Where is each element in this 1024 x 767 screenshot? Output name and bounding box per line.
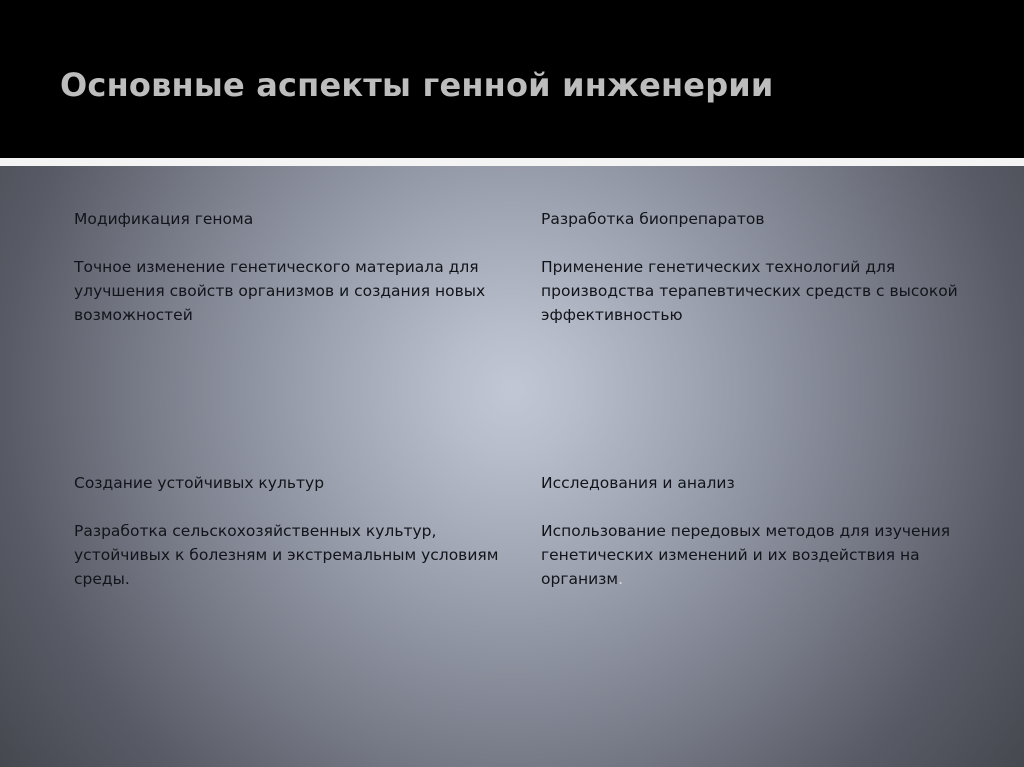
aspect-description-period: . xyxy=(618,570,624,588)
aspect-description-text: Использование передовых методов для изучения генетических изменений и их воздействия на организм xyxy=(541,522,951,588)
aspect-heading: Создание устойчивых культур xyxy=(74,474,325,492)
aspect-genome-modification xyxy=(74,207,504,327)
aspect-research-analysis xyxy=(541,471,971,591)
aspect-description: Разработка сельскохозяйственных культур, устойчивых к болезням и экстремальным условиям среды. xyxy=(74,522,499,588)
aspect-biopharmaceuticals xyxy=(541,207,971,327)
aspect-heading: Модификация генома xyxy=(74,210,254,228)
slide-title: Основные аспекты генной инженерии xyxy=(60,66,774,104)
aspect-description xyxy=(541,519,971,591)
aspect-resistant-crops xyxy=(74,471,504,591)
title-divider xyxy=(0,158,1024,166)
aspect-description: Применение генетических технологий для производства терапевтических средств с высокой эффективностью xyxy=(541,258,958,324)
title-bar xyxy=(0,0,1024,158)
aspect-description: Точное изменение генетического материала для улучшения свойств организмов и создания новых возможностей xyxy=(74,258,486,324)
content-area xyxy=(0,166,1024,767)
aspect-heading: Исследования и анализ xyxy=(541,474,735,492)
aspect-heading: Разработка биопрепаратов xyxy=(541,210,765,228)
